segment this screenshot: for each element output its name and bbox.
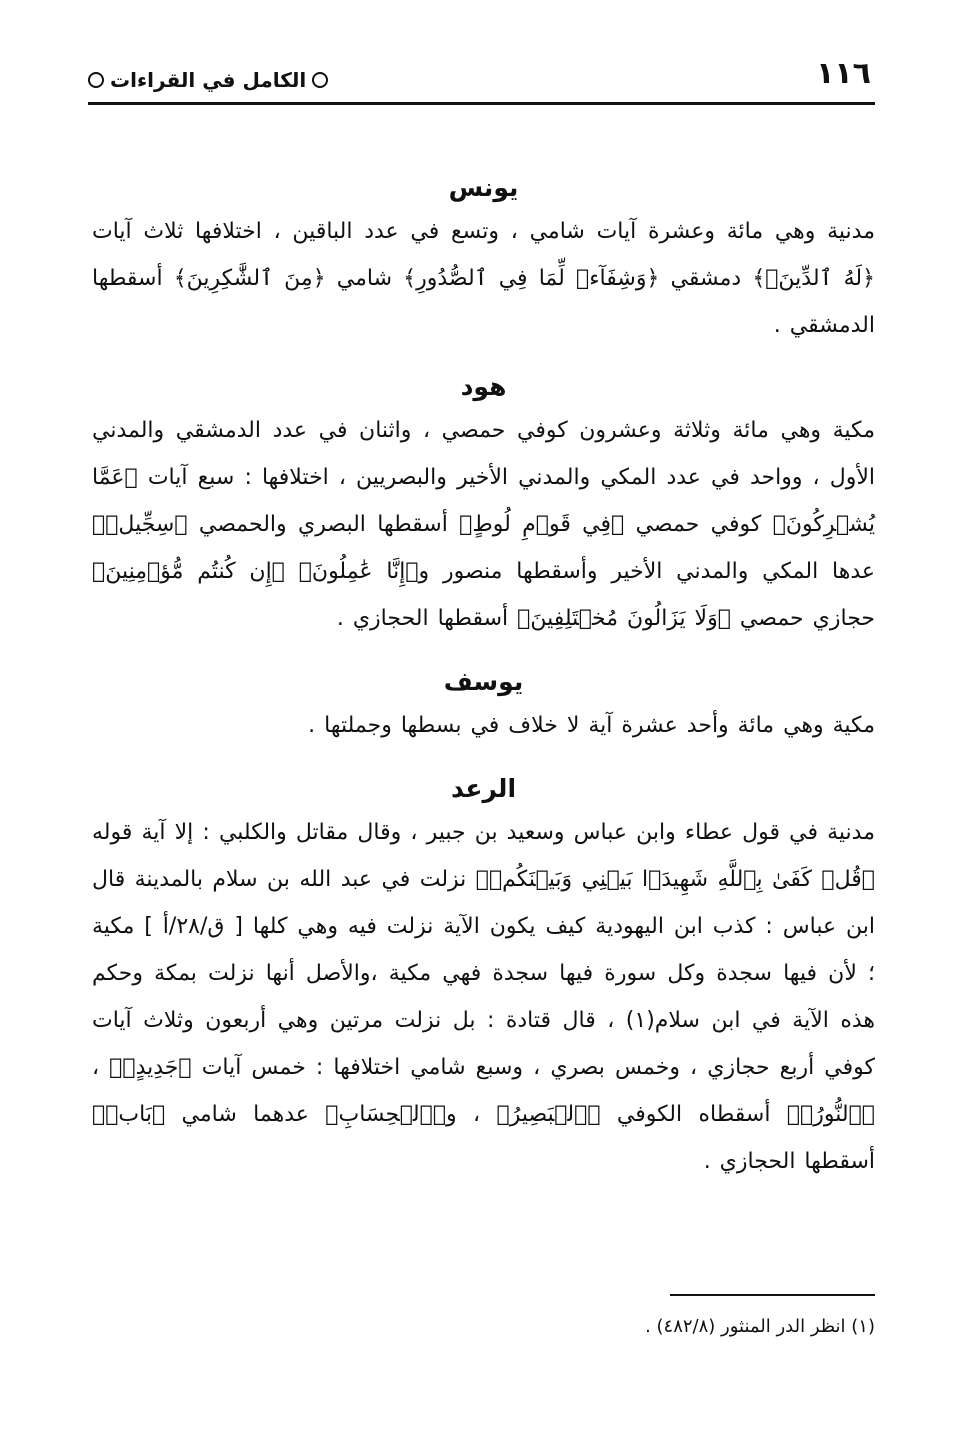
book-title: الكامل في القراءات xyxy=(110,68,307,92)
page-content xyxy=(92,168,875,1185)
book-title-group xyxy=(88,68,328,92)
section-title-rad: الرعد xyxy=(450,774,517,803)
section-title-yunus: يونس xyxy=(448,173,519,202)
section-text-rad: مدنية في قول عطاء وابن عباس وسعيد بن جبير ، وقال مقاتل والكلبي : إلا آية قوله ﴿قُلۡ كَفَىٰ بِٱللَّهِ شَهِيدَۢا بَيۡنِي وَبَيۡنَكُمۡ﴾ نزلت في عبد الله بن سلام بالمدينة قال ابن عباس : كذب ابن اليهودية كيف يكون الآية نزلت فيه وهي كلها [ ق/٢٨/أ ] مكية ؛ لأن فيها سجدة وكل سورة فيها سجدة فهي مكية ،والأصل أنها نزلت بمكة وحكم هذه الآية في ابن سلام(١) ، قال قتادة : بل نزلت مرتين وهي أربعون وثلاث آيات كوفي أربع حجازي ، وخمس بصري ، وسبع شامي اختلافها : خمس آيات ﴿جَدِيدٍۗ﴾ ، ﴿ٱلنُّورُۗ﴾ أسقطاه الكوفي ﴿ٱلۡبَصِيرُ﴾ ، و﴿ٱلۡحِسَابِ﴾ عدهما شامي ﴿بَابٖ﴾ أسقطها الحجازي . xyxy=(92,820,876,1174)
footnote: (١) انظر الدر المنثور (٤٨٢/٨) . xyxy=(645,1316,875,1337)
section-text-hud: مكية وهي مائة وثلاثة وعشرون كوفي حمصي ، واثنان في عدد الدمشقي والمدني الأول ، وواحد في عدد المكي والمدني الأخير والبصريين ، اختلافها : سبع آيات ﴿عَمَّا يُشۡرِكُونَ﴾ كوفي حمصي ﴿فِي قَوۡمِ لُوطٍ﴾ أسقطها البصري والحمصي ﴿سِجِّيلٖ﴾ عدها المكي والمدني الأخير وأسقطها منصور و﴿إِنَّا عَٰمِلُونَ﴾ ﴿إِن كُنتُم مُّؤۡمِنِينَ﴾ حجازي حمصي ﴿وَلَا يَزَالُونَ مُخۡتَلِفِينَ﴾ أسقطها الحجازي . xyxy=(92,418,875,631)
section-title-hud: هود xyxy=(460,372,507,401)
running-header xyxy=(88,54,875,105)
section-text-yunus: مدنية وهي مائة وعشرة آيات شامي ، وتسع في عدد الباقين ، اختلافها ثلاث آيات ﴿لَهُ ٱلدِّينَۖ﴾ دمشقي ﴿وَشِفَآءٞ لِّمَا فِي ٱلصُّدُورِ﴾ شامي ﴿مِنَ ٱلشَّٰكِرِينَ﴾ أسقطها الدمشقي . xyxy=(92,219,875,338)
page-number: ١١٦ xyxy=(816,56,871,91)
section-title-yusuf: يوسف xyxy=(443,667,524,696)
footnote-divider xyxy=(670,1294,875,1296)
circle-ornament-icon xyxy=(88,72,104,88)
circle-ornament-icon xyxy=(312,72,328,88)
section-text-yusuf: مكية وهي مائة وأحد عشرة آية لا خلاف في بسطها وجملتها . xyxy=(308,713,875,738)
